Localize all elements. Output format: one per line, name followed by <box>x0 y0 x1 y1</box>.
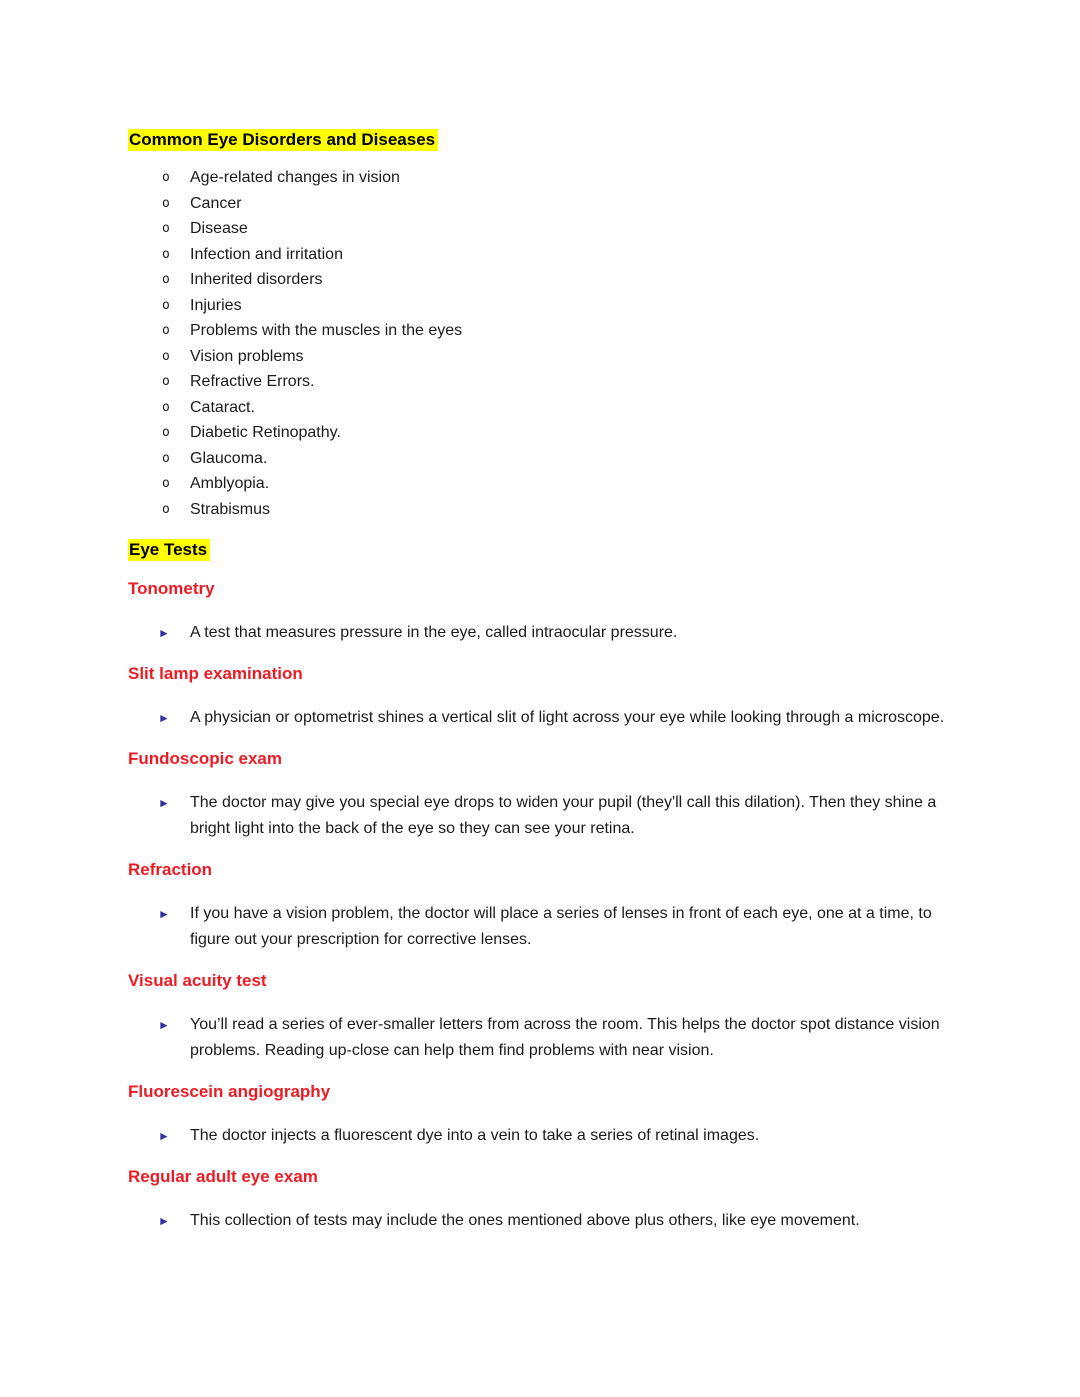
test-description <box>158 620 948 646</box>
circle-bullet-icon: o <box>162 476 170 491</box>
circle-bullet-icon: o <box>162 399 170 415</box>
list-item-label: Strabismus <box>190 500 271 518</box>
eye-tests-title-highlight: Eye Tests <box>128 539 210 561</box>
list-item <box>128 369 952 395</box>
list-item <box>128 242 952 268</box>
list-item <box>128 191 952 217</box>
list-item <box>128 267 952 293</box>
arrow-bullet-icon: ► <box>158 1214 170 1228</box>
list-item <box>128 446 952 472</box>
arrow-bullet-icon: ► <box>158 626 170 640</box>
list-item-label: Refractive Errors. <box>190 373 315 390</box>
test-description-text: The doctor injects a fluorescent dye into a vein to take a series of retinal images. <box>190 1127 760 1144</box>
test-description-text: A test that measures pressure in the eye, called intraocular pressure. <box>190 624 678 641</box>
test-description <box>158 1123 948 1149</box>
list-item-label: Disease <box>190 220 248 237</box>
list-item-label: Injuries <box>190 296 242 314</box>
list-item-label: Cancer <box>190 194 242 212</box>
circle-bullet-icon: o <box>162 425 170 440</box>
test-description <box>158 705 948 731</box>
circle-bullet-icon: o <box>162 221 170 236</box>
list-item-label: Vision problems <box>190 347 304 365</box>
list-item-label: Cataract. <box>190 398 255 416</box>
list-item-label: Glaucoma. <box>190 449 268 467</box>
list-item-label: Diabetic Retinopathy. <box>190 424 341 441</box>
list-item-label: Problems with the muscles in the eyes <box>190 322 463 339</box>
test-heading-fundoscopic-exam: Fundoscopic exam <box>128 749 282 768</box>
circle-bullet-icon: o <box>162 450 170 466</box>
arrow-bullet-icon: ► <box>158 1129 170 1143</box>
circle-bullet-icon: o <box>162 170 170 185</box>
circle-bullet-icon: o <box>162 348 170 364</box>
list-item <box>128 216 952 242</box>
test-heading-refraction: Refraction <box>128 860 213 879</box>
list-item <box>128 318 952 344</box>
disorders-section-title <box>128 128 952 151</box>
list-item <box>128 293 952 319</box>
circle-bullet-icon: o <box>162 374 170 389</box>
list-item <box>128 420 952 446</box>
list-item-label: Age-related changes in vision <box>190 169 400 186</box>
list-item-label: Inherited disorders <box>190 271 323 288</box>
test-heading-tonometry: Tonometry <box>128 579 215 598</box>
test-description <box>158 1012 948 1064</box>
test-heading-fluorescein-angiography: Fluorescein angiography <box>128 1082 331 1101</box>
test-description-text: The doctor may give you special eye drops to widen your pupil (they'll call this dilation). Then they shine a bright light into the back of the eye so they can see your retina. <box>190 794 937 837</box>
circle-bullet-icon: o <box>162 246 170 262</box>
arrow-bullet-icon: ► <box>158 796 170 810</box>
list-item <box>128 471 952 497</box>
circle-bullet-icon: o <box>162 323 170 338</box>
test-description <box>158 790 948 842</box>
test-description-text: You’ll read a series of ever-smaller letters from across the room. This helps the doctor spot distance vision problems. Reading up-close can help them find problems with near vision. <box>190 1016 940 1059</box>
circle-bullet-icon: o <box>162 297 170 313</box>
list-item <box>128 497 952 523</box>
list-item-label: Infection and irritation <box>190 245 343 263</box>
list-item <box>128 344 952 370</box>
list-item <box>128 395 952 421</box>
arrow-bullet-icon: ► <box>158 1018 170 1032</box>
test-heading-regular-adult-eye-exam: Regular adult eye exam <box>128 1167 318 1186</box>
eye-tests-section-title <box>128 538 952 561</box>
circle-bullet-icon: o <box>162 501 170 517</box>
test-description-text: A physician or optometrist shines a vertical slit of light across your eye while looking through a microscope. <box>190 709 945 726</box>
disorders-title-highlight: Common Eye Disorders and Diseases <box>128 129 438 151</box>
test-heading-slit-lamp-examination: Slit lamp examination <box>128 664 303 683</box>
list-item <box>128 165 952 191</box>
test-description <box>158 1208 948 1234</box>
disorders-list <box>128 165 952 522</box>
arrow-bullet-icon: ► <box>158 711 170 725</box>
test-heading-visual-acuity-test: Visual acuity test <box>128 971 267 990</box>
test-description-text: If you have a vision problem, the doctor will place a series of lenses in front of each eye, one at a time, to figure out your prescription for corrective lenses. <box>190 905 932 948</box>
test-description <box>158 901 948 953</box>
arrow-bullet-icon: ► <box>158 907 170 921</box>
circle-bullet-icon: o <box>162 272 170 287</box>
circle-bullet-icon: o <box>162 195 170 211</box>
test-description-text: This collection of tests may include the ones mentioned above plus others, like eye movement. <box>190 1212 860 1229</box>
list-item-label: Amblyopia. <box>190 475 270 492</box>
